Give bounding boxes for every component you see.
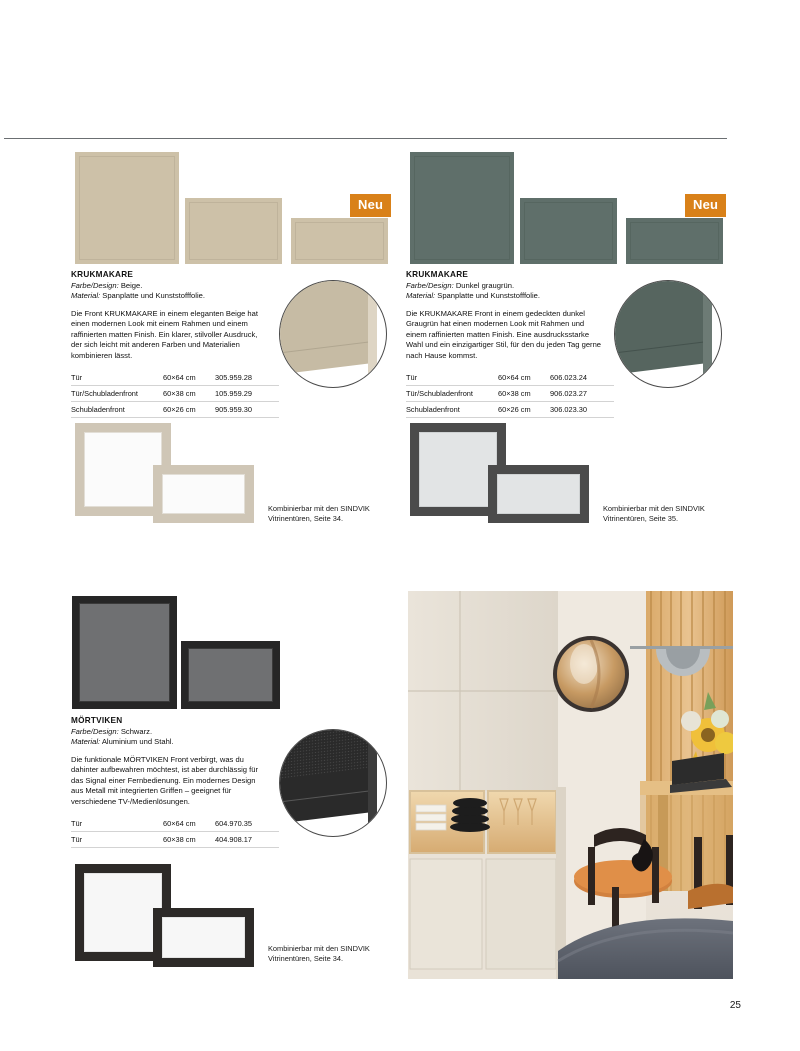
product-name: KRUKMAKARE [71,270,134,279]
article-size: 60×26 cm [163,402,215,418]
product-name: KRUKMAKARE [406,270,469,279]
product-material-line [406,291,621,301]
header-divider [4,138,727,139]
color-value: Beige. [120,281,143,290]
detail-slab [279,280,376,375]
article-number: 305.959.28 [215,370,279,386]
article-number: 404.908.17 [215,832,279,848]
glass-pane [84,432,162,507]
article-name: Tür/Schubladenfront [406,386,498,402]
article-name: Tür [71,816,163,832]
product-description: Die KRUKMAKARE Front in einem gedeckten dunkel Graugrün hat einen modernen Look mit Rahmen und einem raffinierten matten Finish. Eine ausdrucksstarke Wahl und ein einzigartiger Stil, für den du jeden Tag gerne nach Hause kommst. [406,309,602,360]
product-front-medium-beige [185,198,282,264]
article-name: Schubladenfront [406,402,498,418]
front-inner-frame [295,222,384,260]
page-number: 25 [729,1000,741,1011]
article-size: 60×38 cm [163,386,215,402]
product-front-small-beige [291,218,388,264]
product-front-small-green [626,218,723,264]
article-name: Schubladenfront [71,402,163,418]
new-badge-beige: Neu [350,194,391,217]
table-row [71,402,279,418]
product-color-line [406,281,621,291]
product-info-mortviken [71,715,286,848]
material-value: Spanplatte und Kunststofffolie. [437,291,540,300]
detail-slab [614,280,711,375]
material-label: Material: [406,291,436,300]
front-inner-frame [524,202,613,260]
table-row [71,370,279,386]
article-number: 906.023.27 [550,386,614,402]
detail-edge [368,729,377,825]
color-label: Farbe/Design: [71,281,119,290]
product-description: Die Front KRUKMAKARE in einem eleganten Beige hat einen modernen Look mit einem Rahmen und einem raffinierten matten Finish. Ein klarer, stilvoller Ausdruck, der sich leicht mit anderen Farben und Materialien kombinieren lässt. [71,309,258,360]
color-value: Schwarz. [120,727,153,736]
article-size: 60×64 cm [163,816,215,832]
article-table-green [406,370,614,418]
article-name: Tür [71,370,163,386]
glass-pane [419,432,497,507]
product-front-medium-green [520,198,617,264]
front-inner-frame [189,202,278,260]
material-label: Material: [71,737,101,746]
table-row [71,386,279,402]
glass-pane [84,873,162,952]
article-size: 60×38 cm [163,832,215,848]
color-label: Farbe/Design: [406,281,454,290]
edge-detail-icon-mortviken [279,729,387,837]
article-table-mortviken [71,816,279,848]
product-front-small-mortviken [181,641,280,709]
article-size: 60×26 cm [498,402,550,418]
article-number: 905.959.30 [215,402,279,418]
product-info-beige [71,269,286,418]
sindvik-door-small-beige [153,465,254,523]
detail-edge [368,280,377,376]
material-label: Material: [71,291,101,300]
article-name: Tür [71,832,163,848]
article-name: Tür [406,370,498,386]
sindvik-door-small-black [153,908,254,967]
product-material-line [71,291,286,301]
table-row [71,832,279,848]
combination-note-mortviken: Kombinierbar mit den SINDVIK Vitrinentüren, Seite 34. [268,944,370,964]
product-color-line [71,281,286,291]
product-front-large-beige [75,152,179,264]
product-material-line [71,737,286,747]
material-value: Aluminium und Stahl. [101,737,174,746]
article-name: Tür/Schubladenfront [71,386,163,402]
product-description: Die funktionale MÖRTVIKEN Front verbirgt, was du dahinter aufbewahren möchtest, ist aber durchlässig für das Signal einer Fernbedienung. Ein modernes Design aus Metall mit integrierten Griffen – geeignet für verschiedene TV-/Medienlösungen. [71,755,258,806]
table-row [406,386,614,402]
article-size: 60×64 cm [498,370,550,386]
product-front-large-mortviken [72,596,177,709]
product-front-large-green [410,152,514,264]
edge-detail-icon-green [614,280,722,388]
glass-pane [162,474,245,514]
front-inner-panel [79,603,170,702]
article-size: 60×38 cm [498,386,550,402]
article-number: 105.959.29 [215,386,279,402]
new-badge-green: Neu [685,194,726,217]
product-info-green [406,269,621,418]
table-row [406,370,614,386]
article-number: 606.023.24 [550,370,614,386]
color-value: Dunkel graugrün. [455,281,515,290]
sindvik-door-small-dark [488,465,589,523]
front-inner-frame [79,156,175,260]
article-number: 604.970.35 [215,816,279,832]
article-number: 306.023.30 [550,402,614,418]
room-photo [408,591,733,979]
article-table-beige [71,370,279,418]
front-inner-panel [188,648,273,702]
edge-detail-icon-beige [279,280,387,388]
article-size: 60×64 cm [163,370,215,386]
color-label: Farbe/Design: [71,727,119,736]
detail-edge [703,280,712,376]
front-inner-frame [414,156,510,260]
table-row [71,816,279,832]
combination-note-beige: Kombinierbar mit den SINDVIK Vitrinentüren, Seite 34. [268,504,370,524]
glass-pane [162,917,245,958]
material-value: Spanplatte und Kunststofffolie. [102,291,205,300]
table-row [406,402,614,418]
product-color-line [71,727,286,737]
room-photo-illustration [408,591,733,979]
combination-note-green: Kombinierbar mit den SINDVIK Vitrinentüren, Seite 35. [603,504,705,524]
front-inner-frame [630,222,719,260]
glass-pane [497,474,580,514]
product-name: MÖRTVIKEN [71,716,123,725]
